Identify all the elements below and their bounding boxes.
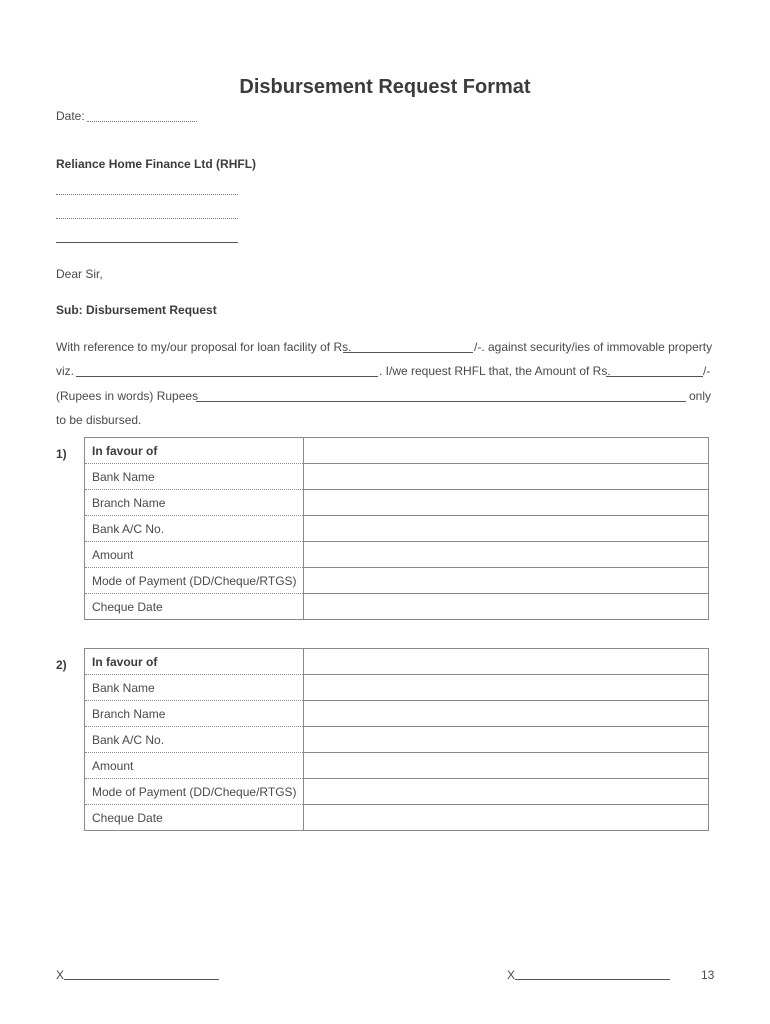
subject-line: Sub: Disbursement Request — [56, 303, 217, 317]
disburse-amount-field[interactable] — [606, 376, 703, 377]
cheque-date-label: Cheque Date — [85, 594, 304, 620]
cheque-date-field[interactable] — [303, 594, 708, 620]
branch-name-label: Branch Name — [85, 490, 304, 516]
date-field[interactable] — [87, 121, 197, 122]
body-text-3b: only — [689, 389, 712, 403]
table-row — [85, 675, 709, 701]
branch-name-field[interactable] — [303, 490, 708, 516]
loan-amount-field[interactable] — [343, 352, 473, 353]
signature-line-left[interactable] — [64, 979, 219, 980]
amount-words-field[interactable] — [196, 401, 686, 402]
table-row — [85, 753, 709, 779]
in-favour-of-label: In favour of — [85, 649, 304, 675]
salutation: Dear Sir, — [56, 267, 103, 281]
page-number: 13 — [701, 968, 715, 982]
amount-label: Amount — [85, 753, 304, 779]
bank-account-label: Bank A/C No. — [85, 727, 304, 753]
payment-mode-label: Mode of Payment (DD/Cheque/RTGS) — [85, 779, 304, 805]
property-field[interactable] — [76, 376, 378, 377]
address-line-3[interactable] — [56, 242, 238, 243]
body-text-2c: /- — [703, 364, 711, 378]
table-row — [85, 779, 709, 805]
address-line-2[interactable] — [56, 218, 238, 219]
address-line-1[interactable] — [56, 194, 238, 195]
amount-label: Amount — [85, 542, 304, 568]
payee-table-1 — [84, 437, 709, 620]
payee-table-2 — [84, 648, 709, 831]
body-text-3a: (Rupees in words) Rupees — [56, 389, 199, 403]
bank-name-label: Bank Name — [85, 675, 304, 701]
bank-account-field[interactable] — [303, 727, 708, 753]
table-row — [85, 805, 709, 831]
body-text-4: to be disbursed. — [56, 413, 142, 427]
amount-field[interactable] — [303, 753, 708, 779]
branch-name-field[interactable] — [303, 701, 708, 727]
cheque-date-field[interactable] — [303, 805, 708, 831]
branch-name-label: Branch Name — [85, 701, 304, 727]
payment-mode-field[interactable] — [303, 568, 708, 594]
payment-mode-field[interactable] — [303, 779, 708, 805]
table-row — [85, 701, 709, 727]
bank-name-field[interactable] — [303, 464, 708, 490]
section-number-1: 1) — [56, 447, 67, 461]
table-row — [85, 727, 709, 753]
body-text-2a: viz. — [56, 364, 74, 378]
in-favour-of-field[interactable] — [303, 649, 708, 675]
table-row — [85, 516, 709, 542]
payment-mode-label: Mode of Payment (DD/Cheque/RTGS) — [85, 568, 304, 594]
company-name: Reliance Home Finance Ltd (RHFL) — [56, 157, 257, 171]
in-favour-of-label: In favour of — [85, 438, 304, 464]
signature-line-right[interactable] — [515, 979, 670, 980]
date-label: Date: — [56, 109, 85, 123]
signature-mark-left: X — [56, 968, 65, 982]
table-row — [85, 594, 709, 620]
body-text-1a: With reference to my/our proposal for loan facility of Rs. — [56, 340, 352, 354]
bank-name-label: Bank Name — [85, 464, 304, 490]
in-favour-of-field[interactable] — [303, 438, 708, 464]
bank-account-label: Bank A/C No. — [85, 516, 304, 542]
bank-name-field[interactable] — [303, 675, 708, 701]
table-row — [85, 649, 709, 675]
table-row — [85, 438, 709, 464]
table-row — [85, 568, 709, 594]
bank-account-field[interactable] — [303, 516, 708, 542]
table-row — [85, 490, 709, 516]
section-number-2: 2) — [56, 658, 67, 672]
page-title: Disbursement Request Format — [239, 76, 531, 98]
amount-field[interactable] — [303, 542, 708, 568]
signature-mark-right: X — [507, 968, 516, 982]
table-row — [85, 464, 709, 490]
body-text-1b: /-. against security/ies of immovable property — [474, 340, 713, 354]
body-text-2b: . I/we request RHFL that, the Amount of Rs. — [379, 364, 611, 378]
cheque-date-label: Cheque Date — [85, 805, 304, 831]
table-row — [85, 542, 709, 568]
